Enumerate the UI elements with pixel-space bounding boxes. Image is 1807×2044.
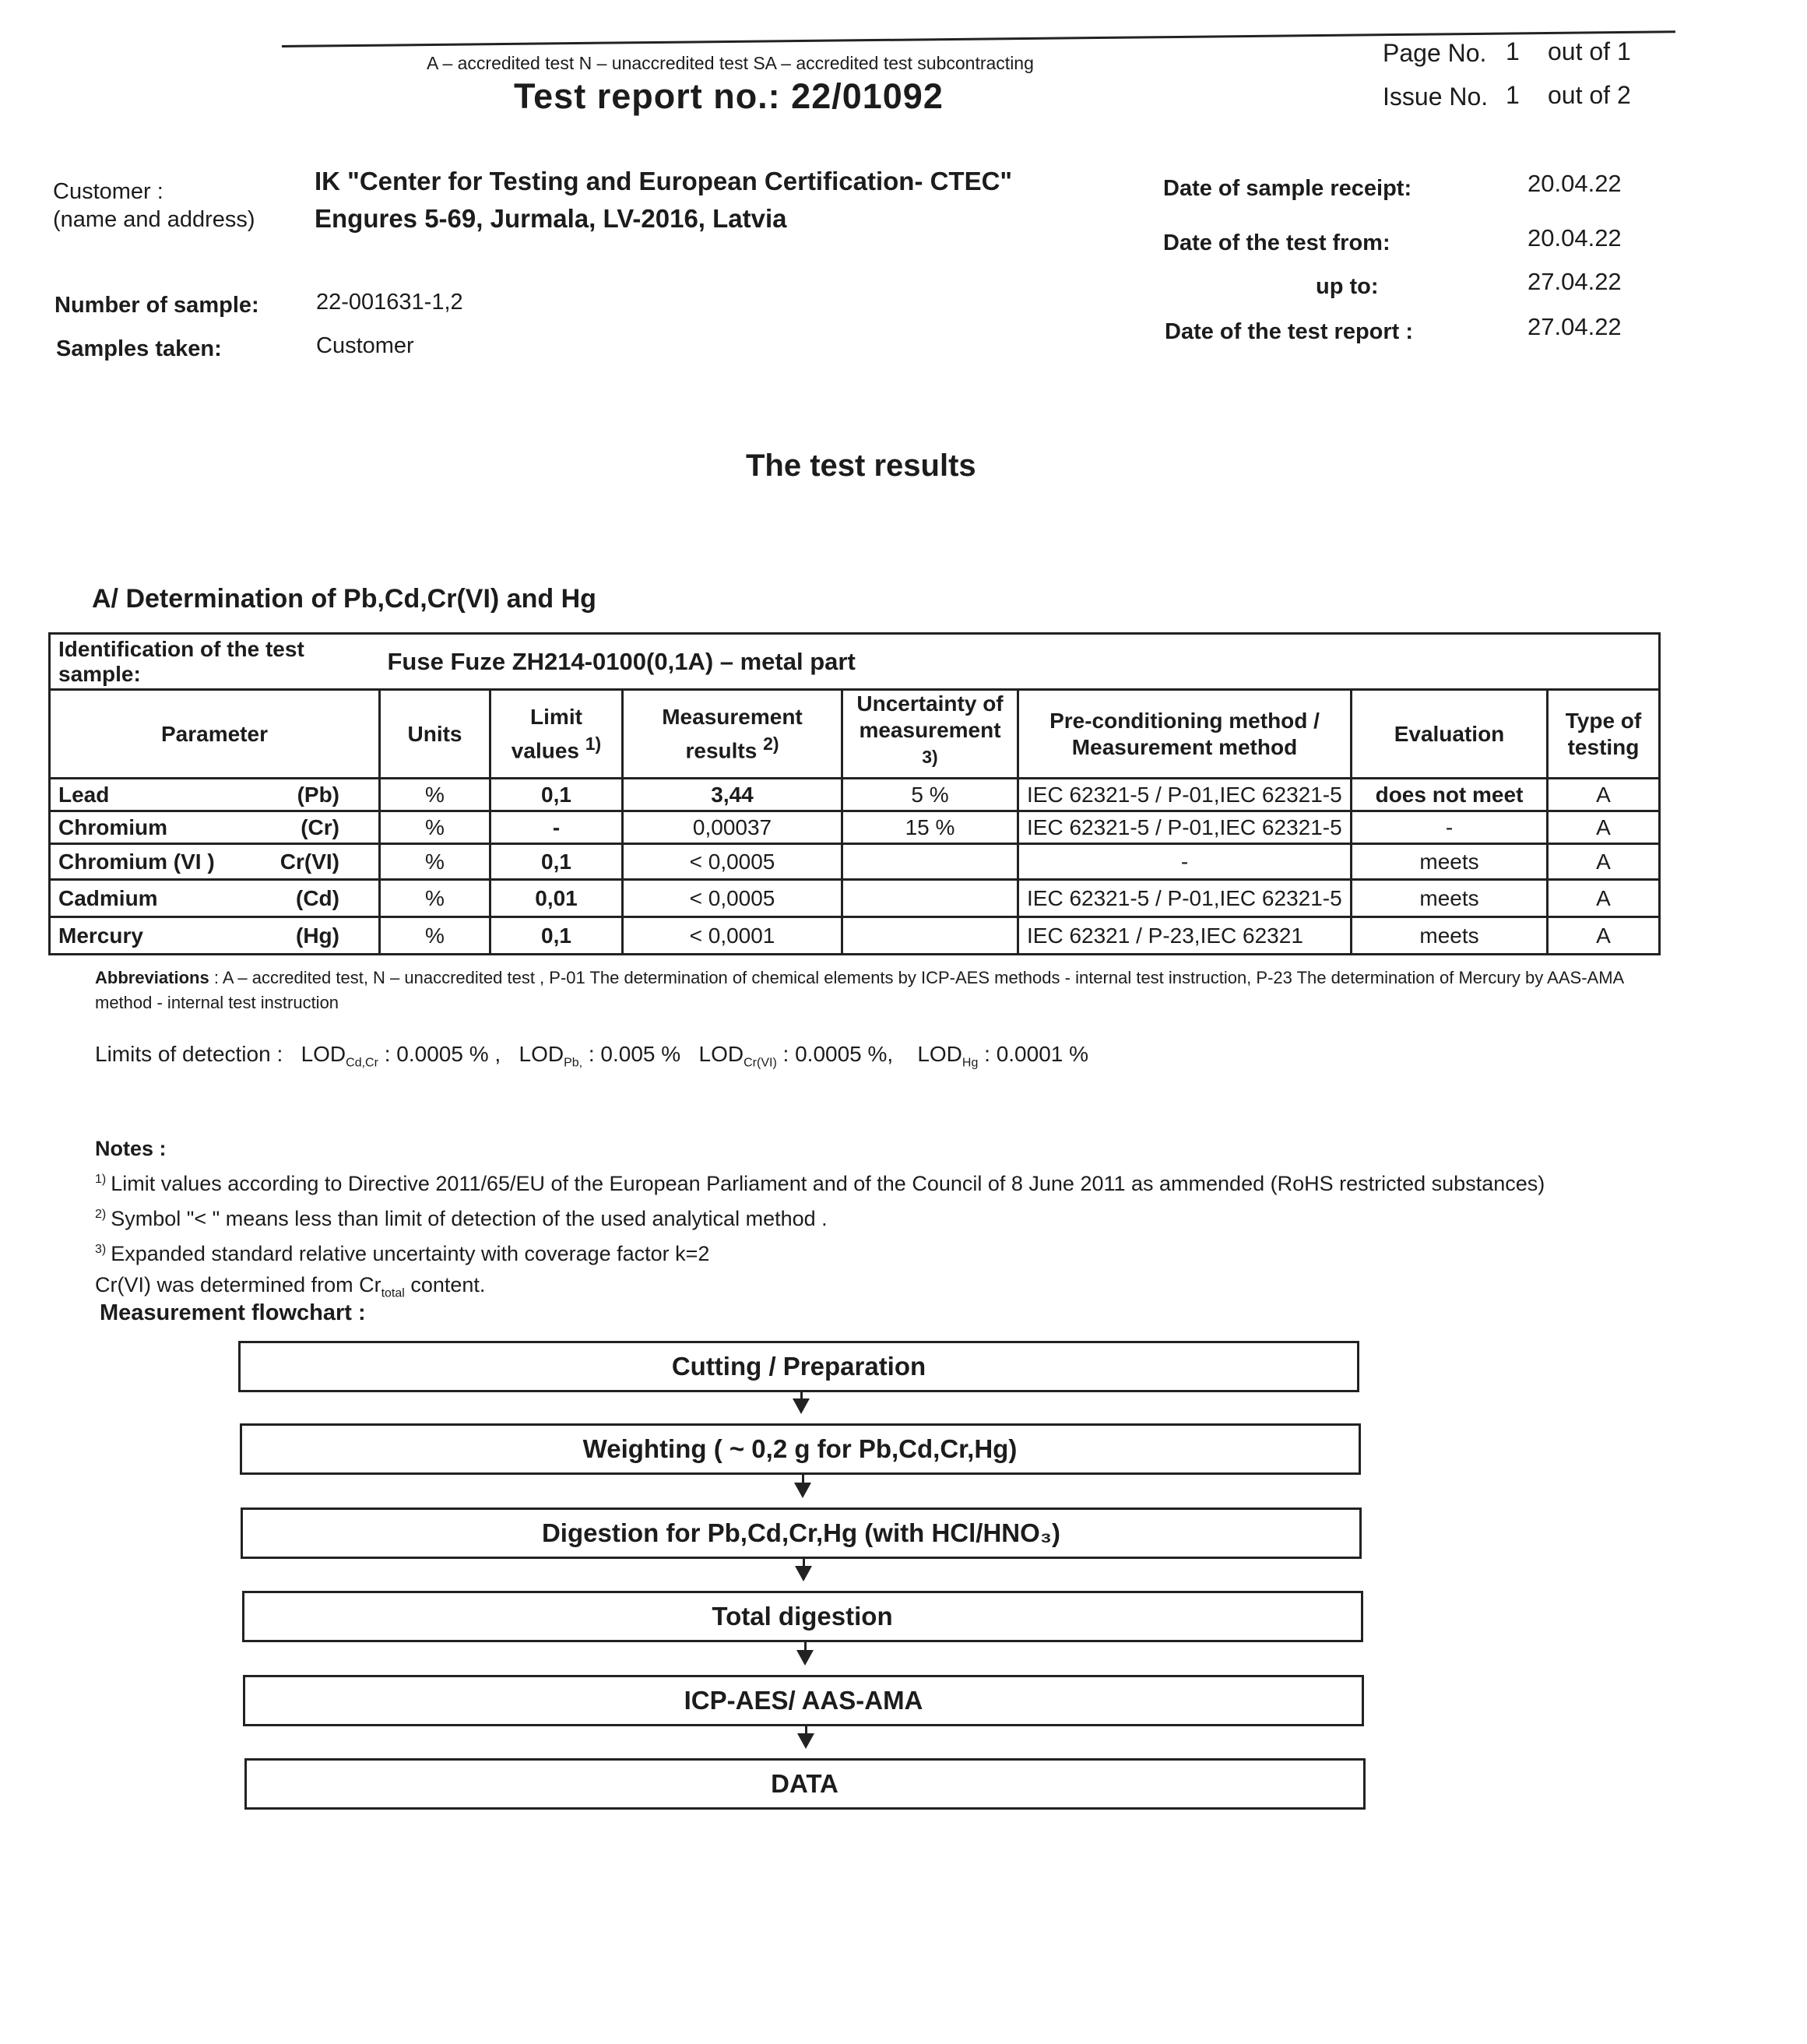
col-limit-note: 1)	[585, 734, 602, 754]
note-2	[95, 1199, 1545, 1234]
subsection-title: A/ Determination of Pb,Cd,Cr(VI) and Hg	[92, 584, 596, 614]
note-2-marker: 2)	[95, 1208, 107, 1221]
cell-result: 3,44	[623, 779, 842, 811]
flowchart-label: Measurement flowchart :	[100, 1300, 366, 1325]
cell-method: IEC 62321-5 / P-01,IEC 62321-5	[1018, 880, 1352, 917]
col-limit-label: Limit values	[511, 705, 582, 763]
table-row	[50, 880, 1660, 917]
cell-type: A	[1548, 917, 1660, 955]
lod-pb-prefix: LOD	[519, 1042, 564, 1066]
col-uncertainty-label: Uncertainty of measurement	[856, 691, 1004, 742]
cell-uncertainty	[842, 917, 1018, 955]
issue-label: Issue No.	[1383, 83, 1489, 111]
lod-cd-cr-value: : 0.0005 % ,	[378, 1042, 501, 1066]
page-total: out of 1	[1548, 37, 1631, 65]
table-row	[50, 811, 1660, 844]
report-date: 27.04.22	[1528, 313, 1622, 340]
col-limit	[490, 690, 623, 779]
cell-type: A	[1548, 880, 1660, 917]
customer-address: Engures 5-69, Jurmala, LV-2016, Latvia	[315, 204, 787, 233]
cell-limit: 0,1	[490, 917, 623, 955]
report-date-label: Date of the test report :	[1165, 319, 1414, 344]
parameter-name: Cadmium	[58, 885, 158, 910]
lod-hg-value: : 0.0001 %	[978, 1042, 1089, 1066]
cell-method: IEC 62321-5 / P-01,IEC 62321-5	[1018, 779, 1352, 811]
lod-crvi-prefix: LOD	[698, 1042, 744, 1066]
cell-uncertainty	[842, 844, 1018, 880]
parameter-name: Mercury	[58, 923, 143, 948]
col-method: Pre-conditioning method / Measurement method	[1018, 690, 1352, 779]
parameter-cell	[50, 880, 380, 917]
sample-id-label: Identification of the test sample:	[50, 634, 380, 690]
flowchart-step: Digestion for Pb,Cd,Cr,Hg (with HCl/HNO₃)	[241, 1507, 1362, 1559]
cell-method: IEC 62321 / P-23,IEC 62321	[1018, 917, 1352, 955]
table-row	[50, 779, 1660, 811]
cell-evaluation: meets	[1352, 844, 1548, 880]
parameter-name: Lead	[58, 782, 110, 807]
cell-evaluation: meets	[1352, 917, 1548, 955]
cell-result: < 0,0001	[623, 917, 842, 955]
col-evaluation: Evaluation	[1352, 690, 1548, 779]
test-from-label: Date of the test from:	[1163, 230, 1390, 255]
test-type-legend: A – accredited test N – unaccredited test SA – accredited test subcontracting	[427, 53, 1034, 73]
cell-uncertainty: 15 %	[842, 811, 1018, 844]
flowchart-arrow	[800, 1392, 803, 1411]
parameter-cell	[50, 844, 380, 880]
sample-number: 22-001631-1,2	[316, 290, 463, 315]
issue-number: 1	[1506, 81, 1520, 109]
sample-number-label: Number of sample:	[54, 293, 259, 318]
flowchart-arrow	[804, 1642, 807, 1662]
limits-of-detection	[95, 1042, 1088, 1071]
receipt-date: 20.04.22	[1528, 170, 1622, 197]
parameter-name: Chromium	[58, 814, 167, 839]
table-row	[50, 844, 1660, 880]
cell-limit: 0,1	[490, 779, 623, 811]
customer-sublabel: (name and address)	[53, 207, 255, 232]
col-measurement-label: Measurement results	[662, 705, 803, 763]
lod-hg-sub: Hg	[962, 1056, 979, 1070]
col-parameter: Parameter	[50, 690, 380, 779]
lod-crvi-value: : 0.0005 %,	[776, 1042, 894, 1066]
note-3-text: Expanded standard relative uncertainty with coverage factor k=2	[111, 1242, 710, 1265]
customer-name: IK "Center for Testing and European Certification- CTEC"	[315, 167, 1013, 195]
page-number: 1	[1506, 37, 1520, 65]
cell-type: A	[1548, 811, 1660, 844]
cell-limit: -	[490, 811, 623, 844]
cell-type: A	[1548, 844, 1660, 880]
flowchart-step: DATA	[244, 1758, 1366, 1810]
notes	[95, 1133, 1545, 1309]
note-4-suffix: content.	[404, 1273, 486, 1296]
page-label: Page No.	[1383, 39, 1487, 67]
lod-hg-prefix: LOD	[917, 1042, 962, 1066]
cell-evaluation: does not meet	[1352, 779, 1548, 811]
note-1-text: Limit values according to Directive 2011/65/EU of the European Parliament and of the Council of 8 June 2011 as ammended (RoHS restricted substances)	[111, 1172, 1545, 1195]
cell-result: < 0,0005	[623, 880, 842, 917]
sample-id-row	[50, 634, 1660, 690]
flowchart-arrow	[803, 1559, 805, 1578]
parameter-symbol: Cr(VI)	[279, 849, 339, 874]
flowchart-arrow	[805, 1726, 807, 1746]
note-4-prefix: Cr(VI) was determined from Cr	[95, 1273, 381, 1296]
lod-pb-value: : 0.005 %	[582, 1042, 681, 1066]
lod-pb-sub: Pb,	[564, 1056, 583, 1070]
cell-uncertainty	[842, 880, 1018, 917]
note-3-marker: 3)	[95, 1243, 107, 1256]
parameter-symbol: (Cd)	[296, 885, 339, 910]
table-row	[50, 917, 1660, 955]
lod-crvi-sub: Cr(VI)	[744, 1056, 777, 1070]
cell-units: %	[380, 917, 490, 955]
samples-taken-label: Samples taken:	[56, 336, 222, 361]
parameter-cell	[50, 917, 380, 955]
cell-result: < 0,0005	[623, 844, 842, 880]
note-2-text: Symbol "< " means less than limit of detection of the used analytical method .	[111, 1207, 828, 1230]
section-title: The test results	[746, 449, 976, 483]
col-units: Units	[380, 690, 490, 779]
cell-uncertainty: 5 %	[842, 779, 1018, 811]
flowchart-step: Weighting ( ~ 0,2 g for Pb,Cd,Cr,Hg)	[240, 1423, 1361, 1475]
flowchart-step: Total digestion	[242, 1591, 1363, 1642]
col-type: Type of testing	[1548, 690, 1660, 779]
col-uncertainty	[842, 690, 1018, 779]
parameter-symbol: (Pb)	[297, 782, 339, 807]
cell-units: %	[380, 811, 490, 844]
result-rows	[50, 779, 1660, 955]
parameter-cell	[50, 779, 380, 811]
table-header-row	[50, 690, 1660, 779]
samples-taken: Customer	[316, 333, 414, 358]
note-1	[95, 1164, 1545, 1199]
note-1-marker: 1)	[95, 1173, 107, 1186]
customer-label: Customer :	[53, 179, 163, 204]
abbreviations-label: Abbreviations	[95, 968, 209, 987]
note-3	[95, 1234, 1545, 1269]
abbreviations	[95, 966, 1636, 1015]
report-number: Test report no.: 22/01092	[514, 76, 944, 116]
lod-pb	[519, 1042, 681, 1070]
notes-label: Notes :	[95, 1137, 167, 1160]
results-table	[48, 632, 1661, 955]
cell-limit: 0,01	[490, 880, 623, 917]
parameter-symbol: (Hg)	[296, 923, 339, 948]
cell-units: %	[380, 779, 490, 811]
lod-hg	[917, 1042, 1089, 1070]
cell-method: -	[1018, 844, 1352, 880]
up-to-label: up to:	[1316, 274, 1379, 299]
issue-total: out of 2	[1548, 81, 1631, 109]
cell-result: 0,00037	[623, 811, 842, 844]
cell-evaluation: -	[1352, 811, 1548, 844]
col-measurement	[623, 690, 842, 779]
lod-cd-cr	[301, 1042, 501, 1070]
flowchart-arrow	[802, 1475, 804, 1495]
col-uncertainty-note: 3)	[922, 747, 938, 767]
lod-crvi	[698, 1042, 894, 1070]
receipt-date-label: Date of sample receipt:	[1163, 176, 1412, 201]
col-measurement-note: 2)	[763, 734, 779, 754]
abbreviations-text: : A – accredited test, N – unaccredited test , P-01 The determination of chemical elements by ICP-AES methods - internal test instruction, P-23 The determination of Mercury by AAS-AMA method - internal test instruction	[95, 968, 1623, 1012]
test-from-date: 20.04.22	[1528, 224, 1622, 252]
note-4-sub: total	[381, 1286, 405, 1300]
sample-id-value: Fuse Fuze ZH214-0100(0,1A) – metal part	[380, 634, 1660, 690]
parameter-cell	[50, 811, 380, 844]
lod-label: Limits of detection :	[95, 1042, 283, 1066]
cell-units: %	[380, 844, 490, 880]
cell-units: %	[380, 880, 490, 917]
flowchart-step: ICP-AES/ AAS-AMA	[243, 1675, 1364, 1726]
flowchart-step: Cutting / Preparation	[238, 1341, 1359, 1392]
cell-type: A	[1548, 779, 1660, 811]
parameter-symbol: (Cr)	[301, 814, 339, 839]
cell-limit: 0,1	[490, 844, 623, 880]
up-to-date: 27.04.22	[1528, 268, 1622, 295]
parameter-name: Chromium (VI )	[58, 849, 215, 874]
cell-evaluation: meets	[1352, 880, 1548, 917]
cell-method: IEC 62321-5 / P-01,IEC 62321-5	[1018, 811, 1352, 844]
lod-cd-cr-sub: Cd,Cr	[346, 1056, 378, 1070]
lod-cd-cr-prefix: LOD	[301, 1042, 346, 1066]
